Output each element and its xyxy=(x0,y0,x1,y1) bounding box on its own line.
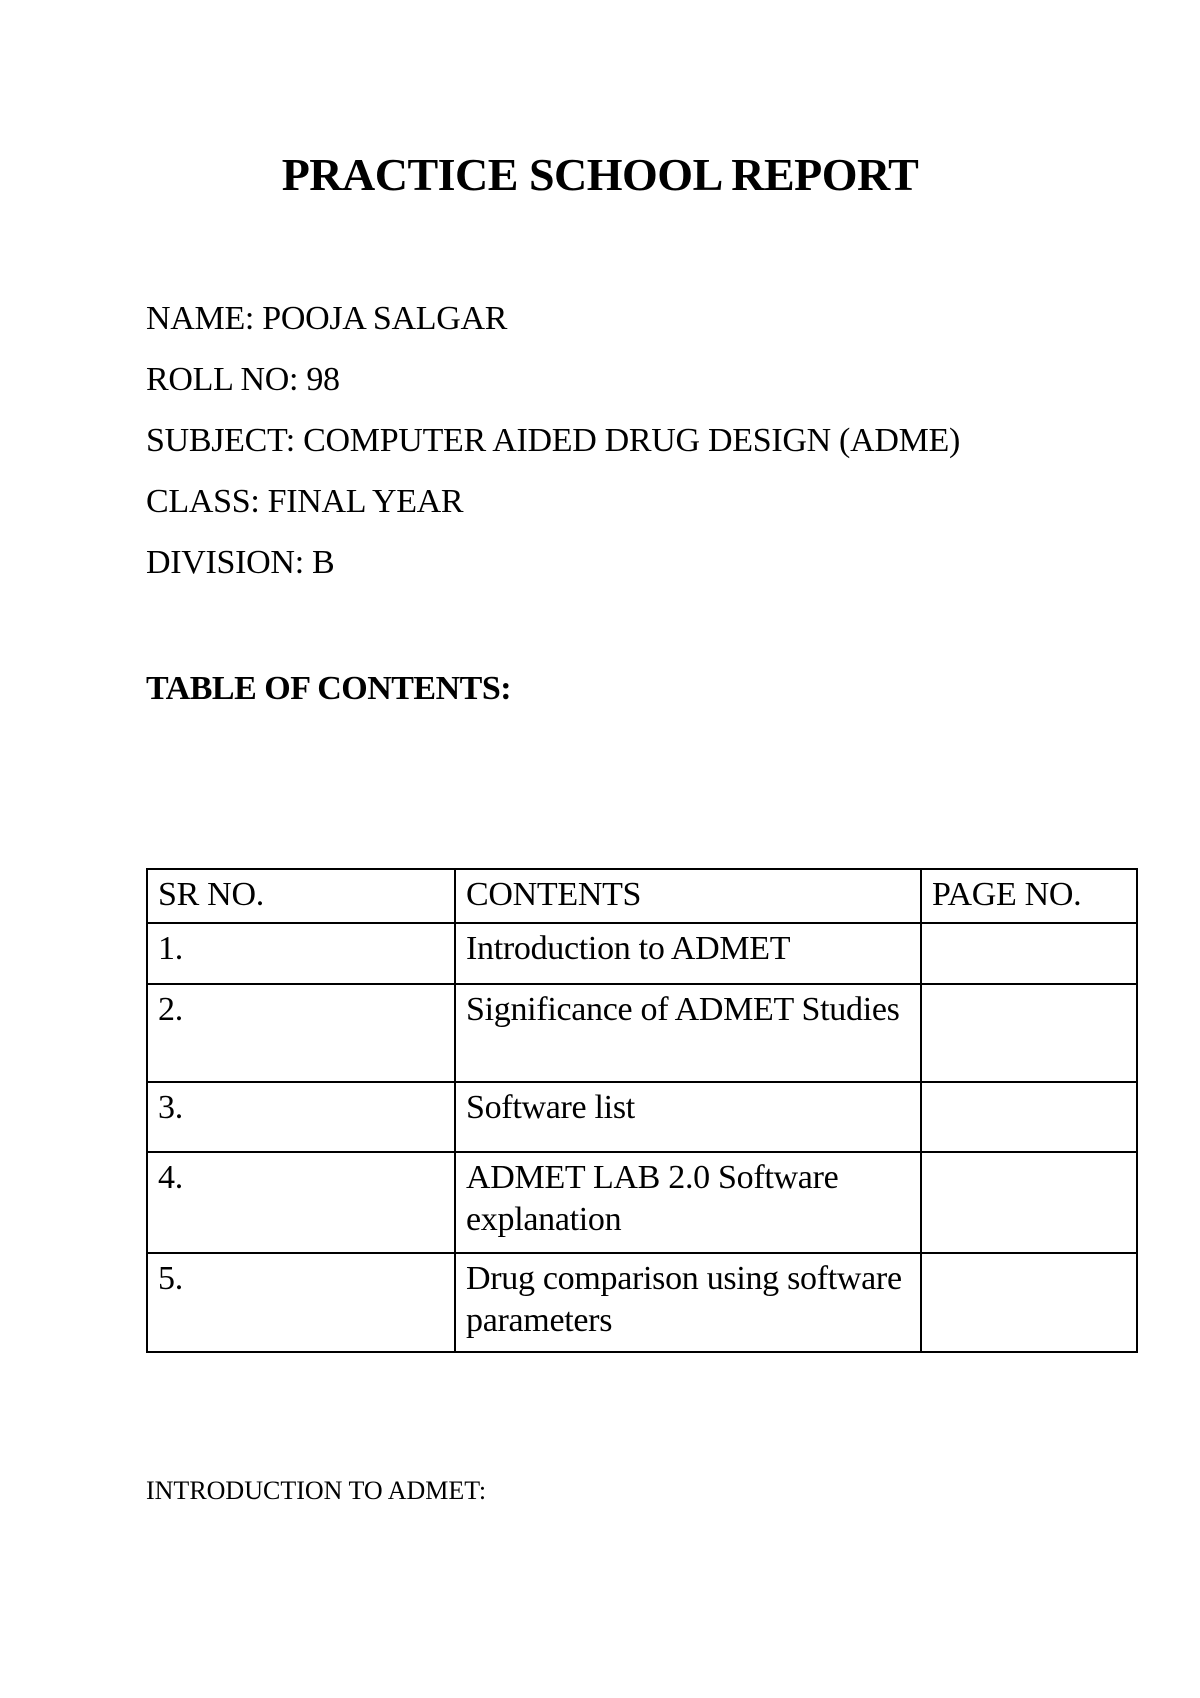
class: CLASS: FINAL YEAR xyxy=(146,483,464,520)
report-title: PRACTICE SCHOOL REPORT xyxy=(281,149,919,200)
row-page xyxy=(921,1152,1137,1253)
table-row xyxy=(147,1082,1137,1152)
row-page xyxy=(921,923,1137,984)
row-sr: 1. xyxy=(147,923,455,984)
row-content: Significance of ADMET Studies xyxy=(455,984,921,1082)
row-content: ADMET LAB 2.0 Software explanation xyxy=(455,1152,921,1253)
row-sr: 3. xyxy=(147,1082,455,1152)
table-row xyxy=(147,1152,1137,1253)
row-sr: 5. xyxy=(147,1253,455,1352)
introduction-heading: INTRODUCTION TO ADMET: xyxy=(146,1476,487,1505)
row-page xyxy=(921,1253,1137,1352)
table-row xyxy=(147,923,1137,984)
division: DIVISION: B xyxy=(146,544,335,581)
toc-heading: TABLE OF CONTENTS: xyxy=(146,670,512,707)
table-row xyxy=(147,984,1137,1082)
row-sr: 4. xyxy=(147,1152,455,1253)
row-content: Drug comparison using software parameters xyxy=(455,1253,921,1352)
table-header-row xyxy=(147,869,1137,923)
header-page-no: PAGE NO. xyxy=(921,869,1137,923)
roll-number: ROLL NO: 98 xyxy=(146,361,340,398)
subject: SUBJECT: COMPUTER AIDED DRUG DESIGN (ADME) xyxy=(146,422,961,459)
header-contents: CONTENTS xyxy=(455,869,921,923)
row-page xyxy=(921,1082,1137,1152)
row-page xyxy=(921,984,1137,1082)
row-content: Introduction to ADMET xyxy=(455,923,921,984)
header-sr-no: SR NO. xyxy=(147,869,455,923)
table-row xyxy=(147,1253,1137,1352)
student-name: NAME: POOJA SALGAR xyxy=(146,300,508,337)
row-content: Software list xyxy=(455,1082,921,1152)
toc-table xyxy=(146,868,1138,1353)
row-sr: 2. xyxy=(147,984,455,1082)
